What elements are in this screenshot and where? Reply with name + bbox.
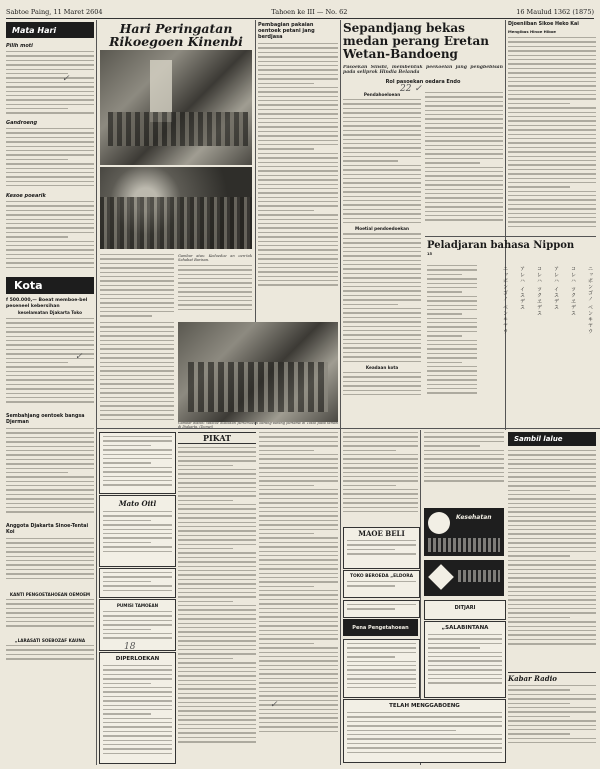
jp-line: ニッポンゴノ ベンキヤウ: [502, 266, 508, 335]
nippon-headline: Peladjaran bahasa Nippon: [427, 240, 575, 251]
section-title-kesoe: Kesoe poearik: [6, 193, 46, 199]
masthead-date: Sabtoe Paing, 11 Maret 2604: [6, 8, 103, 16]
jp-line: コレハ ツクヱデス: [536, 266, 542, 317]
mata-hari-banner: Mata Hari: [6, 22, 94, 38]
article-body: [6, 599, 94, 635]
masthead-hijri-date: 16 Maulud 1362 (1875): [516, 8, 594, 16]
jp-line: コレハ ツクヱデス: [570, 266, 576, 317]
nippon-lesson-number: 15: [427, 252, 433, 256]
feature-photo-top: [100, 50, 252, 165]
ad-notice: [424, 432, 504, 492]
feature-body-left: [100, 254, 174, 318]
kota-subhead: keselamatan Djakarta Toko: [18, 310, 82, 315]
classifieds-column-3: [343, 432, 418, 524]
eretan-headline: Sepandjang bekas medan perang Eretan Wetan-Bandoeng: [343, 21, 489, 61]
classifieds-list: [178, 447, 256, 767]
article-body: [6, 51, 94, 117]
photo-caption-bottom: Gambar diatas: Waktoe diadakan pertemoean barang-barang pertama di Tokio pada taman di Djakarta. (Domei): [178, 422, 338, 428]
ad-mato: Mato Oitl: [99, 495, 176, 567]
kabar-radio-headline: Kabar Radio: [508, 672, 596, 683]
feature-body-right: [178, 254, 252, 318]
mid-ads-column: [424, 432, 504, 492]
ad-classified: [343, 639, 420, 698]
feature-photo-meeting: [178, 322, 338, 422]
article-body: [508, 37, 596, 237]
classifieds-list: [343, 432, 418, 524]
eretan-article: [343, 22, 503, 85]
masthead-issue: Tahoen ke III — No. 62: [271, 8, 348, 16]
jp-line: アレハ イスデス: [519, 266, 525, 311]
article-body: [6, 538, 94, 588]
jp-line: アレハ イスデス: [553, 266, 559, 311]
article-body: [508, 450, 596, 672]
anggota-headline: Anggota Djakarta Sinoe-Tentai Koi: [6, 524, 89, 535]
ad-notice-2: [99, 568, 176, 598]
kota-headline: f 500.000,— Boeat memboe-bel peseneel kebersihan: [6, 298, 88, 309]
ad-telah-menggaboeng: TELAH MENGGABOENG: [343, 699, 506, 763]
ad-toko-eldora: TOKO BEROEDA „ELDORA: [343, 570, 420, 598]
djoeniiban-subhead: Mengibas Hinoe Hiboe: [508, 29, 557, 34]
feature-headline: Hari Peringatan Rikoegoen Kinenbi: [109, 21, 243, 49]
ad-notice-1: [99, 432, 176, 494]
nippon-translation: [427, 265, 477, 425]
section-title-gandroeng: Gandroeng: [6, 120, 38, 126]
ad-maoe-beli: MAOE BELI: [343, 527, 420, 569]
nippon-lesson: [427, 240, 595, 256]
eretan-subhead: Pasoekan Sinshi, membentuk peekoelan jang pengbebisan pada seliprok Hindia Belanda: [343, 65, 503, 76]
nippon-vertical-text: [482, 266, 594, 424]
ad-dark-banner: Pena Pengetahoean: [343, 619, 418, 636]
article-body: [6, 428, 94, 520]
feature-body-left-2: [100, 322, 174, 426]
feature-article: [99, 22, 253, 48]
djoeniiban-headline: Djoeniiban Sikoe Heko Kai: [508, 22, 579, 27]
ad-dark-product: Kesehatan: [424, 508, 504, 556]
sambil-lalue-column: [508, 432, 596, 751]
ad-diperloekan: DIPERLOEKAN: [99, 652, 176, 764]
left-column: [6, 22, 94, 665]
eretan-byline: Rol pasoekan oedara Endo: [385, 78, 461, 85]
ad-dark-product-2: [424, 560, 504, 596]
section-title-pilih: Pilih moti: [6, 43, 33, 49]
ad-salabintana: „SALABINTANA: [424, 621, 506, 698]
sambil-lalue-banner: Sambil lalue: [508, 432, 596, 446]
radio-schedule: [508, 685, 596, 751]
sembahjang-headline: Sembahjang oentoek bangsa Djerman: [6, 414, 85, 425]
eretan-body-left: Pendahoeloean Moetial pendoedoekan Keadaan kota: [343, 92, 421, 422]
masthead: [6, 6, 594, 19]
photo-caption-top: Gambar atas: Kedoedoe an oen-tak Sahabat Barisan.: [178, 254, 252, 263]
far-right-column: [508, 22, 596, 237]
ad-small: [343, 600, 420, 618]
kota-banner: Kota: [6, 277, 94, 294]
classifieds-list: [259, 432, 338, 760]
feature-photo-crowd: [100, 167, 252, 249]
ad-ditjari: DITJARI: [424, 600, 506, 620]
article-body: [6, 201, 94, 273]
pembagian-headline: Pembagian pakaian oentoek petani jang berdjasa: [258, 22, 315, 40]
article-body: [6, 645, 94, 665]
jp-line: ニッポンゴノ ベンキヤウ: [587, 266, 593, 335]
larasati-headline: „LARASATI SOEBOZAF KAUNA: [14, 638, 86, 643]
pembagian-article: [258, 22, 338, 333]
pikat-column: [178, 432, 256, 767]
article-body: [6, 128, 94, 190]
article-body: [258, 43, 338, 333]
pikat-headline: PIKAT: [178, 432, 256, 444]
ad-pumisi: PUMISI TAMOEAN: [99, 599, 176, 651]
eretan-body-right: [425, 92, 503, 232]
kanti-headline: KANTI PENGOETAHOEAN OEMOEM: [9, 592, 91, 597]
classifieds-column-2: [259, 432, 338, 760]
article-body: [6, 318, 94, 410]
newspaper-page: Sabtoe Paing, 11 Maret 2604 Tahoen ke III — No. 62 16 Maulud 1362 (1875) Mata Hari Pilih moti Gandroeng Kesoe poearik Kota f 500.000,— Boeat memboe-bel peseneel kebersihan keselamatan Djakarta Toko Sembahjang oentoek bangsa Djerman Anggota Djakarta Sinoe-Tentai Koi KANTI PENGOETAHOEAN OEMOEM „LARASATI SOEBOZAF KAUNA Hari Peringatan Rikoegoen Kinenbi Gambar atas: Kedoedoe an oen-tak Sahabat Barisan. Gambar diatas: Waktoe diadakan pertemoean barang-barang pertama di Tokio pada taman di Djakarta. (Domei) Pembagian pakaian oentoek petani jang berdjasa Sepandjang bekas medan perang Eretan Wetan-Bandoeng Pasoekan Sinshi, membentuk peekoelan jang pengbebisan pada seliprok Hindia Belanda Rol pasoekan oedara Endo Pendahoeloean Moetial pendoedoekan Keadaan kota Djoeniiban Sikoe Heko Kai Mengibas Hinoe Hiboe Peladjaran bahasa Nippon 15 ニッポンゴノ ベンキヤウ コレハ ツクヱデス アレハ イスデス コレハ ツクヱデス アレハ イスデス ニッポンゴノ ベンキヤウ Mato Oitl PUMISI TAMOEAN DIPERLOEKAN PIKAT MAOE BELI TOKO BEROEDA „ELDORA Pena Pengetahoean Kesehatan DITJARI „SALABINTANA TELAH MENGGABOENG Sambil lalue Kabar Radio ✓ ✓ 22 ✓ 18 ✓: [0, 0, 600, 769]
